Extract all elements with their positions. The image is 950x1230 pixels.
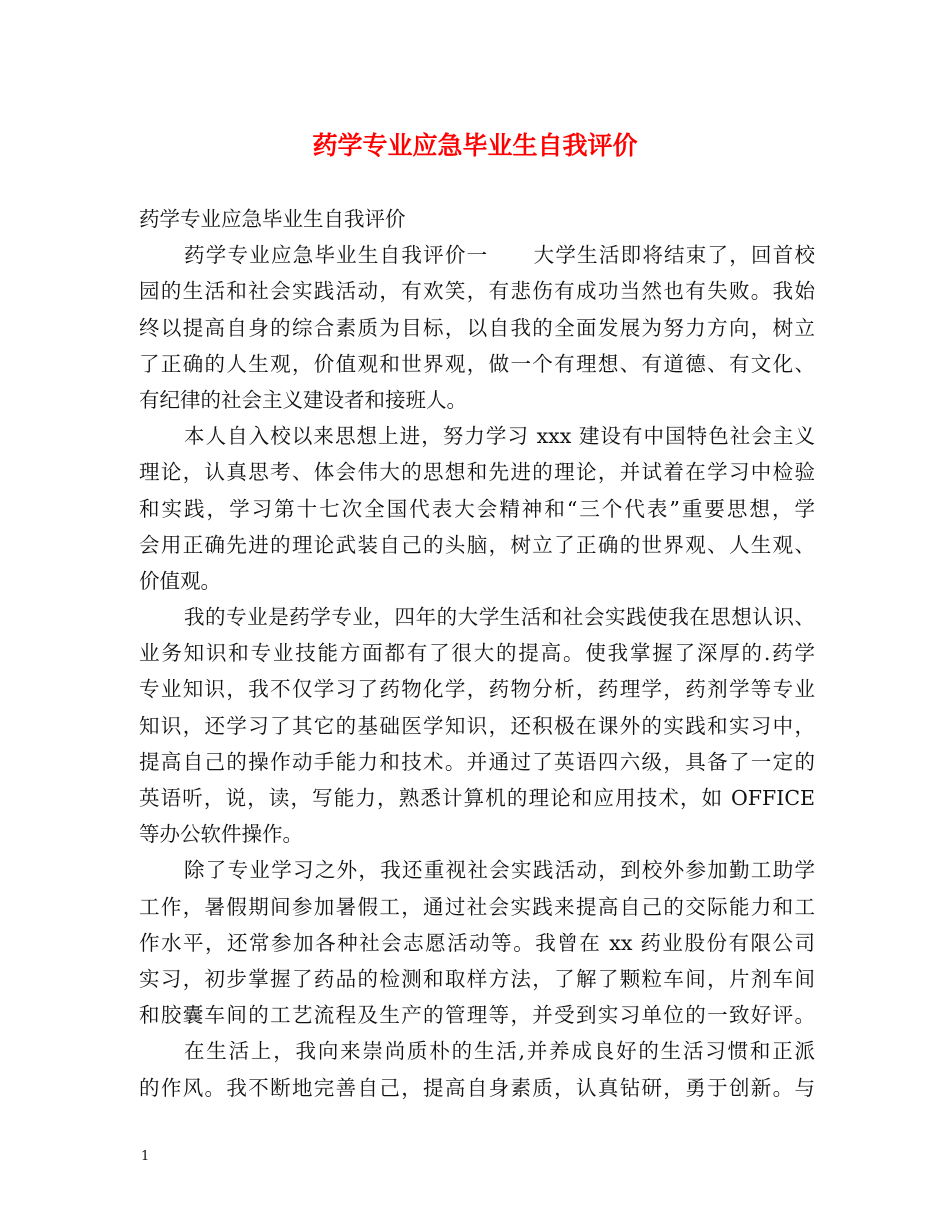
paragraph-line: 提高自己的操作动手能力和技术。并通过了英语四六级，具备了一定的: [139, 749, 815, 774]
paragraph-text: 大学生活即将结束了，回首校: [532, 243, 816, 268]
paragraph-4: [139, 852, 815, 1033]
paragraph-line: 英语听，说，读，写能力，熟悉计算机的理论和应用技术，如 OFFICE: [139, 786, 815, 810]
paragraph-line: 价值观。: [139, 568, 221, 593]
paragraph-label: 药学专业应急毕业生自我评价一: [184, 243, 489, 268]
page-number: 1: [141, 1149, 150, 1164]
paragraph-3: [139, 599, 815, 852]
paragraph-line: 知识，还学习了其它的基础医学知识，还积极在课外的实践和实习中，: [139, 713, 815, 738]
paragraph-line: 和实践，学习第十七次全国代表大会精神和“三个代表”重要思想，学: [139, 496, 815, 521]
paragraph-line: 工作，暑假期间参加暑假工，通过社会实践来提高自己的交际能力和工: [139, 894, 815, 919]
paragraph-line: 和胶囊车间的工艺流程及生产的管理等，并受到实习单位的一致好评。: [139, 1003, 815, 1028]
paragraph-line: 园的生活和社会实践活动，有欢笑，有悲伤有成功当然也有失败。我始: [139, 279, 815, 304]
paragraph-line: 的作风。我不断地完善自己，提高自身素质，认真钻研，勇于创新。与: [139, 1075, 815, 1100]
paragraph-5: [139, 1033, 815, 1105]
paragraph-line: 理论，认真思考、体会伟大的思想和先进的理论，并试着在学习中检验: [139, 460, 815, 485]
paragraph-line: 在生活上，我向来崇尚质朴的生活,并养成良好的生活习惯和正派: [184, 1039, 815, 1064]
paragraph-line: 会用正确先进的理论武装自己的头脑，树立了正确的世界观、人生观、: [139, 532, 815, 557]
document-body: [139, 201, 815, 1106]
paragraph-line: 作水平，还常参加各种社会志愿活动等。我曾在 xx 药业股份有限公司: [139, 930, 815, 955]
paragraph-line: 有纪律的社会主义建设者和接班人。: [139, 387, 467, 412]
document-title: 药学专业应急毕业生自我评价: [312, 131, 638, 160]
paragraph-1: [139, 237, 815, 418]
paragraph-line: 等办公软件操作。: [139, 822, 303, 847]
paragraph-line: 我的专业是药学专业，四年的大学生活和社会实践使我在思想认识、: [184, 605, 815, 630]
paragraph-line: 了正确的人生观，价值观和世界观，做一个有理想、有道德、有文化、: [139, 351, 815, 376]
paragraph-line: 终以提高自身的综合素质为目标，以自我的全面发展为努力方向，树立: [139, 315, 815, 340]
paragraph-line: [139, 237, 815, 273]
paragraph-line: 专业知识，我不仅学习了药物化学，药物分析，药理学，药剂学等专业: [139, 677, 815, 702]
paragraph-line: 本人自入校以来思想上进，努力学习 xxx 建设有中国特色社会主义: [184, 424, 815, 449]
document-heading: 药学专业应急毕业生自我评价: [139, 207, 406, 231]
paragraph-line: 业务知识和专业技能方面都有了很大的提高。使我掌握了深厚的.药学: [139, 641, 815, 666]
paragraph-line: 除了专业学习之外，我还重视社会实践活动，到校外参加勤工助学: [184, 858, 815, 883]
paragraph-line: 实习，初步掌握了药品的检测和取样方法，了解了颗粒车间，片剂车间: [139, 966, 815, 991]
paragraph-2: [139, 418, 815, 599]
